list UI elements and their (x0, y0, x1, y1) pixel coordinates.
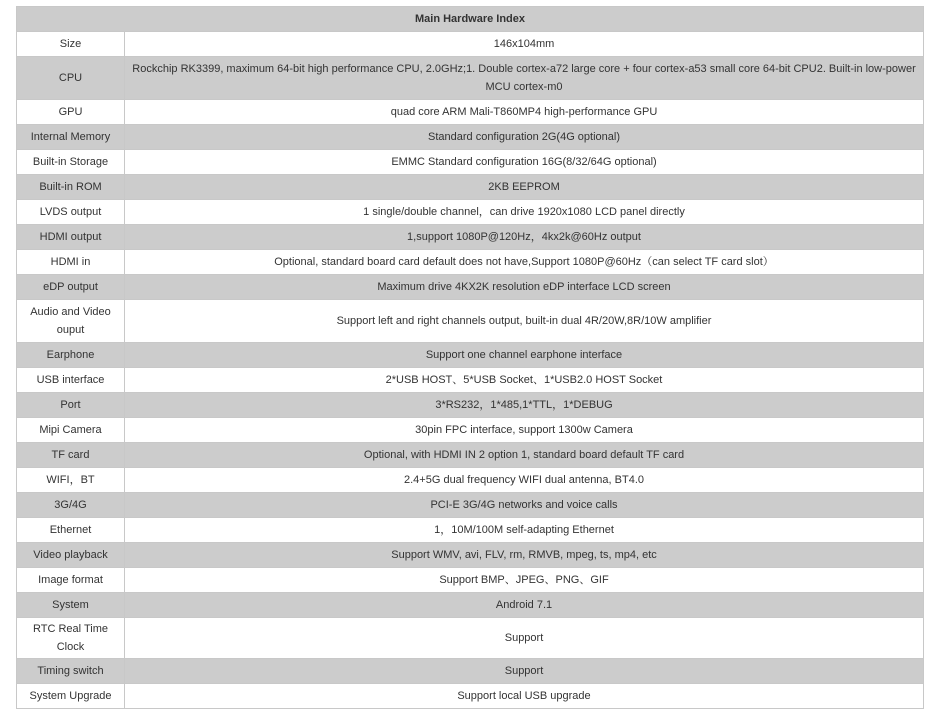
table-row (17, 343, 924, 368)
spec-name-cell: eDP output (17, 275, 125, 300)
table-row (17, 57, 924, 100)
table-row (17, 250, 924, 275)
spec-name-cell: CPU (17, 57, 125, 100)
table-row (17, 518, 924, 543)
table-row (17, 275, 924, 300)
spec-value-cell: 2*USB HOST、5*USB Socket、1*USB2.0 HOST Socket (125, 368, 924, 393)
hardware-spec-table-container (16, 6, 923, 709)
spec-value-cell: 1 single/double channel，can drive 1920x1080 LCD panel directly (125, 200, 924, 225)
table-row (17, 418, 924, 443)
spec-value-cell: Rockchip RK3399, maximum 64-bit high performance CPU, 2.0GHz;1. Double cortex-a72 large core + four cortex-a53 small core 64-bit CPU2. Built-in low-power MCU cortex-m0 (125, 57, 924, 100)
table-row (17, 493, 924, 518)
spec-value-cell: Support WMV, avi, FLV, rm, RMVB, mpeg, ts, mp4, etc (125, 543, 924, 568)
table-row (17, 125, 924, 150)
spec-name-cell: USB interface (17, 368, 125, 393)
spec-value-cell: 146x104mm (125, 32, 924, 57)
table-row (17, 225, 924, 250)
hardware-spec-table (16, 6, 924, 709)
spec-name-cell: Size (17, 32, 125, 57)
table-row (17, 568, 924, 593)
spec-name-cell: Ethernet (17, 518, 125, 543)
spec-value-cell: Standard configuration 2G(4G optional) (125, 125, 924, 150)
table-header-row (17, 7, 924, 32)
spec-name-cell: HDMI in (17, 250, 125, 275)
spec-name-cell: Mipi Camera (17, 418, 125, 443)
spec-name-cell: WIFI，BT (17, 468, 125, 493)
table-row (17, 684, 924, 709)
spec-value-cell: 1,support 1080P@120Hz，4kx2k@60Hz output (125, 225, 924, 250)
table-row (17, 543, 924, 568)
table-row (17, 659, 924, 684)
spec-name-cell: Audio and Video ouput (17, 300, 125, 343)
table-row (17, 393, 924, 418)
spec-name-cell: Built-in ROM (17, 175, 125, 200)
table-row (17, 468, 924, 493)
spec-name-cell: Image format (17, 568, 125, 593)
spec-name-cell: Earphone (17, 343, 125, 368)
spec-name-cell: Port (17, 393, 125, 418)
spec-value-cell: quad core ARM Mali-T860MP4 high-performance GPU (125, 100, 924, 125)
spec-name-cell: TF card (17, 443, 125, 468)
table-row (17, 593, 924, 618)
spec-value-cell: Optional, with HDMI IN 2 option 1, standard board default TF card (125, 443, 924, 468)
spec-value-cell: Android 7.1 (125, 593, 924, 618)
table-row (17, 150, 924, 175)
table-row (17, 100, 924, 125)
spec-name-cell: Video playback (17, 543, 125, 568)
spec-value-cell: Support left and right channels output, built-in dual 4R/20W,8R/10W amplifier (125, 300, 924, 343)
table-row (17, 32, 924, 57)
table-row (17, 300, 924, 343)
spec-value-cell: EMMC Standard configuration 16G(8/32/64G optional) (125, 150, 924, 175)
spec-name-cell: HDMI output (17, 225, 125, 250)
spec-value-cell: PCI-E 3G/4G networks and voice calls (125, 493, 924, 518)
spec-value-cell: 1，10M/100M self-adapting Ethernet (125, 518, 924, 543)
table-row (17, 175, 924, 200)
table-row (17, 618, 924, 659)
spec-name-cell: System (17, 593, 125, 618)
spec-value-cell: Support one channel earphone interface (125, 343, 924, 368)
table-row (17, 200, 924, 225)
spec-value-cell: Support (125, 618, 924, 659)
spec-value-cell: Support local USB upgrade (125, 684, 924, 709)
spec-name-cell: 3G/4G (17, 493, 125, 518)
spec-value-cell: 30pin FPC interface, support 1300w Camera (125, 418, 924, 443)
spec-name-cell: System Upgrade (17, 684, 125, 709)
spec-value-cell: Support (125, 659, 924, 684)
spec-name-cell: Timing switch (17, 659, 125, 684)
table-row (17, 443, 924, 468)
spec-name-cell: LVDS output (17, 200, 125, 225)
spec-name-cell: Internal Memory (17, 125, 125, 150)
spec-name-cell: Built-in Storage (17, 150, 125, 175)
spec-name-cell: RTC Real Time Clock (17, 618, 125, 659)
spec-value-cell: 2.4+5G dual frequency WIFI dual antenna, BT4.0 (125, 468, 924, 493)
table-row (17, 368, 924, 393)
spec-value-cell: Support BMP、JPEG、PNG、GIF (125, 568, 924, 593)
spec-value-cell: Maximum drive 4KX2K resolution eDP interface LCD screen (125, 275, 924, 300)
spec-value-cell: Optional, standard board card default does not have,Support 1080P@60Hz（can select TF card slot） (125, 250, 924, 275)
spec-value-cell: 2KB EEPROM (125, 175, 924, 200)
table-title: Main Hardware Index (17, 7, 924, 32)
spec-value-cell: 3*RS232，1*485,1*TTL，1*DEBUG (125, 393, 924, 418)
spec-name-cell: GPU (17, 100, 125, 125)
